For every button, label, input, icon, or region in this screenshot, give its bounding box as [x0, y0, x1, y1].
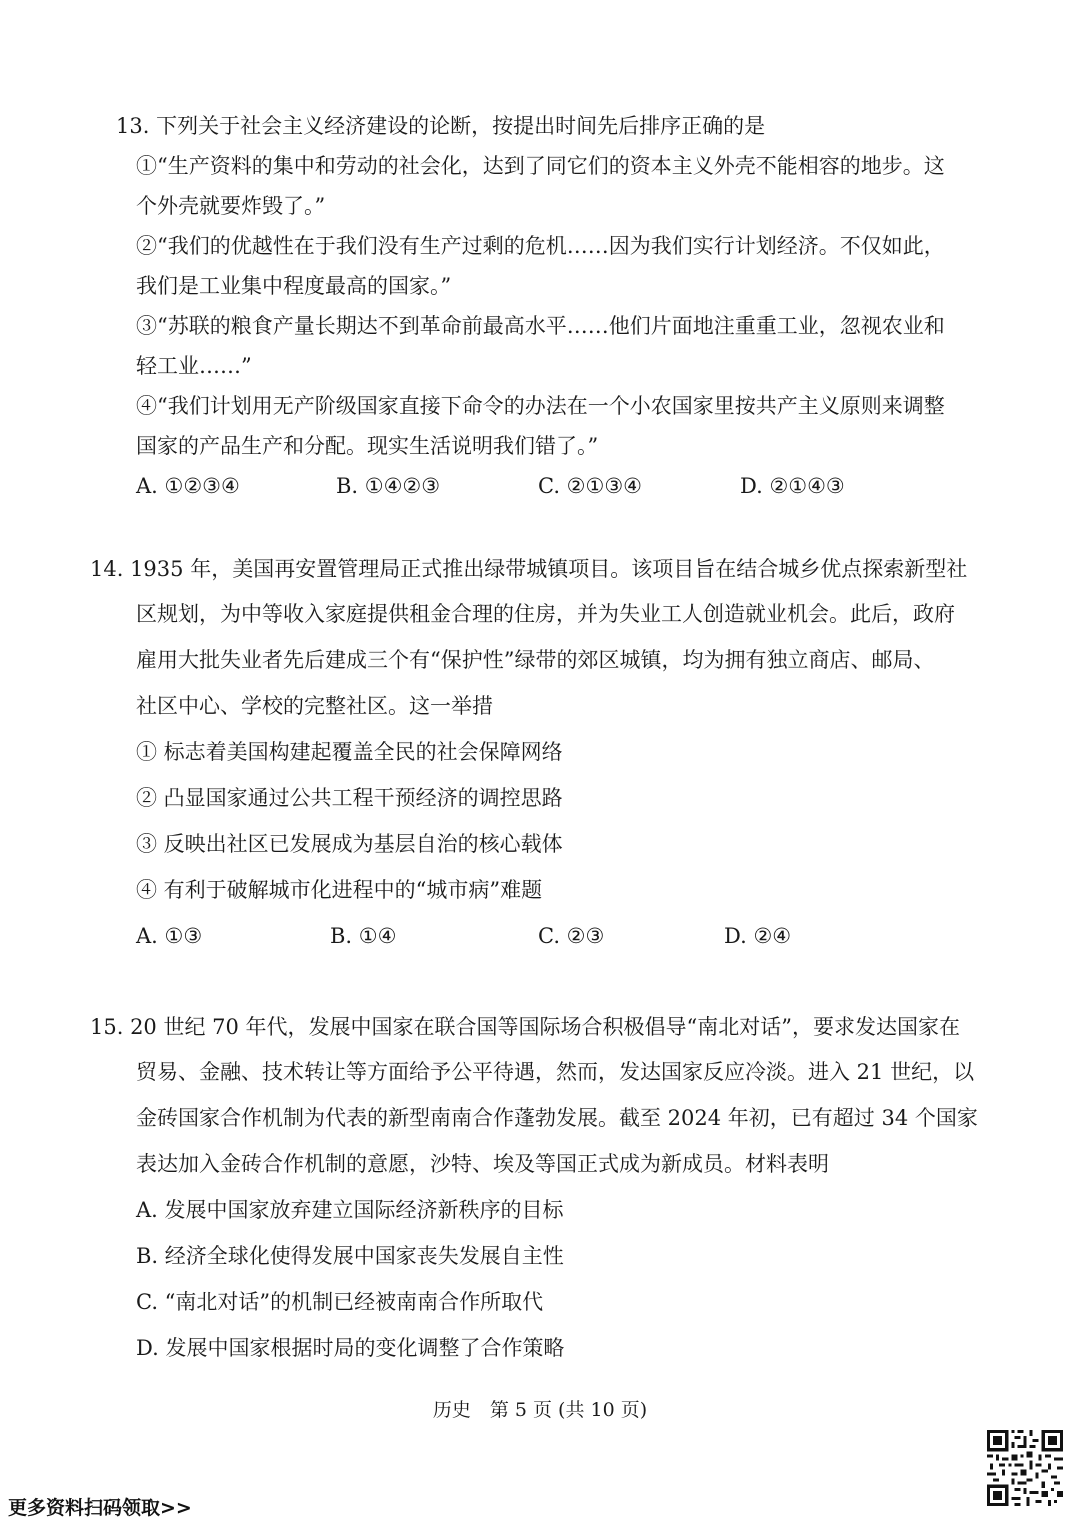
q14-statement-2: ② 凸显国家通过公共工程干预经济的调控思路	[136, 786, 563, 810]
q13-stem: 13. 下列关于社会主义经济建设的论断，按提出时间先后排序正确的是	[116, 114, 766, 138]
q14-statement-3: ③ 反映出社区已发展成为基层自治的核心载体	[136, 832, 563, 856]
q13-option-a: A. ①②③④	[136, 474, 240, 498]
page-footer: 历史 第 5 页 (共 10 页)	[432, 1399, 648, 1421]
q13-statement-4-cont: 国家的产品生产和分配。现实生活说明我们错了。”	[136, 434, 599, 458]
q13-statement-1-cont: 个外壳就要炸毁了。”	[136, 194, 326, 218]
q13-statement-2: ②“我们的优越性在于我们没有生产过剩的危机……因为我们实行计划经济。不仅如此，	[136, 234, 945, 258]
q15-stem-line-3: 金砖国家合作机制为代表的新型南南合作蓬勃发展。截至 2024 年初，已有超过 34 个国家	[136, 1106, 978, 1130]
q14-option-b: B. ①④	[330, 924, 397, 948]
q13-option-b: B. ①④②③	[336, 474, 441, 498]
q14-stem-line-3: 雇用大批失业者先后建成三个有“保护性”绿带的郊区城镇，均为拥有独立商店、邮局、	[136, 648, 935, 672]
q15-option-d: D. 发展中国家根据时局的变化调整了合作策略	[136, 1336, 565, 1360]
q13-statement-1: ①“生产资料的集中和劳动的社会化，达到了同它们的资本主义外壳不能相容的地步。这	[136, 154, 945, 178]
q13-option-c: C. ②①③④	[538, 474, 642, 498]
q15-option-a: A. 发展中国家放弃建立国际经济新秩序的目标	[136, 1198, 564, 1222]
q15-stem-line-1: 15. 20 世纪 70 年代，发展中国家在联合国等国际场合积极倡导“南北对话”，要求发达国家在	[90, 1015, 961, 1039]
q14-option-a: A. ①③	[136, 924, 203, 948]
q14-option-c: C. ②③	[538, 924, 605, 948]
q15-stem-line-4: 表达加入金砖合作机制的意愿，沙特、埃及等国正式成为新成员。材料表明	[136, 1152, 829, 1176]
q15-option-c: C. “南北对话”的机制已经被南南合作所取代	[136, 1290, 544, 1314]
q13-statement-3: ③“苏联的粮食产量长期达不到革命前最高水平……他们片面地注重重工业，忽视农业和	[136, 314, 945, 338]
q14-statement-4: ④ 有利于破解城市化进程中的“城市病”难题	[136, 878, 543, 902]
q14-stem-line-2: 区规划，为中等收入家庭提供租金合理的住房，并为失业工人创造就业机会。此后，政府	[136, 602, 955, 626]
q15-option-b: B. 经济全球化使得发展中国家丧失发展自主性	[136, 1244, 564, 1268]
q14-stem-line-1: 14. 1935 年，美国再安置管理局正式推出绿带城镇项目。该项目旨在结合城乡优点探索新型社	[90, 557, 968, 581]
qr-code-icon[interactable]	[987, 1430, 1063, 1506]
q13-statement-3-cont: 轻工业……”	[136, 354, 252, 378]
q13-statement-2-cont: 我们是工业集中程度最高的国家。”	[136, 274, 452, 298]
promo-link[interactable]: 更多资料扫码领取>>	[8, 1497, 192, 1519]
q13-option-d: D. ②①④③	[740, 474, 845, 498]
q14-option-d: D. ②④	[724, 924, 792, 948]
q13-statement-4: ④“我们计划用无产阶级国家直接下命令的办法在一个小农国家里按共产主义原则来调整	[136, 394, 945, 418]
q15-stem-line-2: 贸易、金融、技术转让等方面给予公平待遇，然而，发达国家反应冷淡。进入 21 世纪，以	[136, 1060, 975, 1084]
q14-stem-line-4: 社区中心、学校的完整社区。这一举措	[136, 694, 493, 718]
q14-statement-1: ① 标志着美国构建起覆盖全民的社会保障网络	[136, 740, 563, 764]
